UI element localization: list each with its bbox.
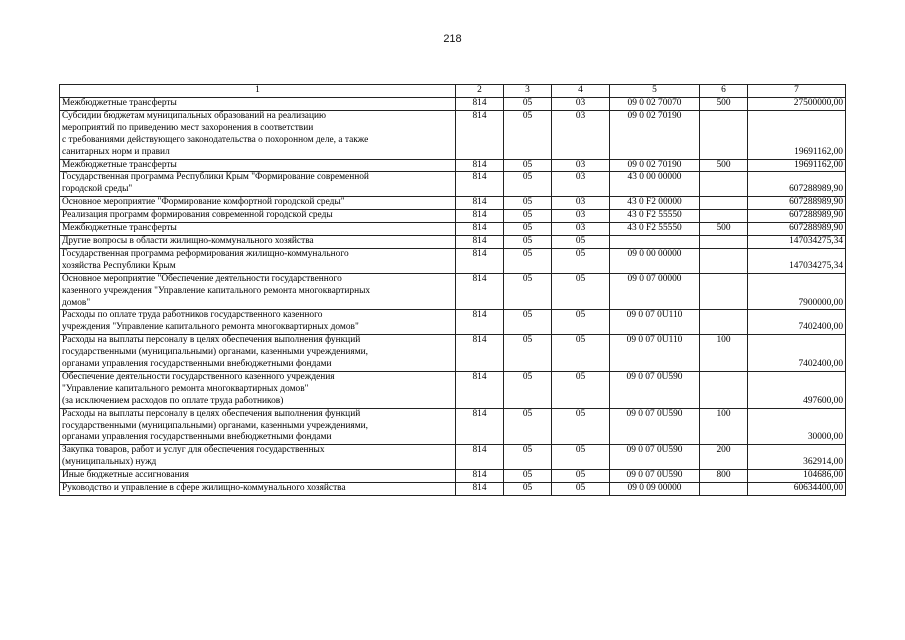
section-code-cell: 05 [504,235,552,248]
amount-cell: 7402400,00 [748,310,846,335]
expense-type-cell: 500 [700,223,748,236]
table-row [60,172,846,197]
subsection-code-cell: 05 [552,335,610,372]
grbs-code-cell: 814 [456,273,504,310]
expense-type-cell [700,483,748,496]
expense-name-cell: Руководство и управление в сфере жилищно-коммунального хозяйства [60,483,456,496]
section-code-cell: 05 [504,445,552,470]
section-code-cell: 05 [504,223,552,236]
target-item-cell: 09 0 07 0U590 [610,371,700,408]
expense-name-cell: Расходы на выплаты персоналу в целях обеспечения выполнения функций государственными (муниципальными) органами, казенными учреждениями, органами управления государственными внебюджетными фондами [60,335,456,372]
expense-type-cell [700,172,748,197]
target-item-cell: 09 0 07 00000 [610,273,700,310]
subsection-code-cell: 05 [552,371,610,408]
target-item-cell: 09 0 07 0U110 [610,310,700,335]
subsection-code-cell: 03 [552,98,610,111]
grbs-code-cell: 814 [456,210,504,223]
target-item-cell: 09 0 02 70190 [610,159,700,172]
expense-name-cell: Реализация программ формирования современной городской среды [60,210,456,223]
expense-name-cell: Межбюджетные трансферты [60,159,456,172]
section-code-cell: 05 [504,248,552,273]
grbs-code-cell: 814 [456,310,504,335]
amount-cell: 607288989,90 [748,197,846,210]
target-item-cell: 09 0 02 70070 [610,98,700,111]
expense-name-cell: Основное мероприятие "Формирование комфортной городской среды" [60,197,456,210]
amount-cell: 19691162,00 [748,159,846,172]
grbs-code-cell: 814 [456,335,504,372]
target-item-cell: 09 0 00 00000 [610,248,700,273]
grbs-code-cell: 814 [456,98,504,111]
table-row [60,235,846,248]
table-row [60,470,846,483]
grbs-code-cell: 814 [456,110,504,159]
section-code-cell: 05 [504,98,552,111]
table-row [60,273,846,310]
expense-name-cell: Государственная программа Республики Крым "Формирование современной городской среды" [60,172,456,197]
section-code-cell: 05 [504,110,552,159]
subsection-code-cell: 03 [552,197,610,210]
amount-cell: 7402400,00 [748,335,846,372]
grbs-code-cell: 814 [456,235,504,248]
grbs-code-cell: 814 [456,470,504,483]
grbs-code-cell: 814 [456,172,504,197]
expense-name-cell: Расходы по оплате труда работников государственного казенного учреждения "Управление капитального ремонта многоквартирных домов" [60,310,456,335]
header-cell: 5 [610,85,700,98]
amount-cell: 607288989,90 [748,210,846,223]
table-row [60,197,846,210]
table-row [60,248,846,273]
expense-type-cell [700,110,748,159]
expense-name-cell: Расходы на выплаты персоналу в целях обеспечения выполнения функций государственными (муниципальными) органами, казенными учреждениями, органами управления государственными внебюджетными фондами [60,408,456,445]
expense-type-cell [700,197,748,210]
expense-type-cell: 100 [700,408,748,445]
table-row [60,371,846,408]
header-cell: 3 [504,85,552,98]
target-item-cell: 09 0 07 0U590 [610,470,700,483]
amount-cell: 30000,00 [748,408,846,445]
amount-cell: 147034275,34 [748,248,846,273]
section-code-cell: 05 [504,159,552,172]
section-code-cell: 05 [504,483,552,496]
expense-name-cell: Государственная программа реформирования жилищно-коммунального хозяйства Республики Крым [60,248,456,273]
grbs-code-cell: 814 [456,483,504,496]
expense-name-cell: Основное мероприятие "Обеспечение деятельности государственного казенного учреждения "Управление капитального ремонта многоквартирных домов" [60,273,456,310]
section-code-cell: 05 [504,371,552,408]
amount-cell: 607288989,90 [748,223,846,236]
target-item-cell: 43 0 F2 55550 [610,210,700,223]
table-row [60,483,846,496]
target-item-cell: 09 0 07 0U110 [610,335,700,372]
amount-cell: 60634400,00 [748,483,846,496]
section-code-cell: 05 [504,172,552,197]
subsection-code-cell: 05 [552,273,610,310]
expense-name-cell: Другие вопросы в области жилищно-коммунального хозяйства [60,235,456,248]
amount-cell: 104686,00 [748,470,846,483]
expense-type-cell: 200 [700,445,748,470]
subsection-code-cell: 03 [552,159,610,172]
subsection-code-cell: 03 [552,223,610,236]
amount-cell: 497600,00 [748,371,846,408]
header-cell: 1 [60,85,456,98]
expense-type-cell [700,273,748,310]
budget-table [59,84,846,496]
grbs-code-cell: 814 [456,445,504,470]
expense-name-cell: Субсидии бюджетам муниципальных образований на реализацию мероприятий по приведению мест захоронения в соответствии с требованиями действующего законодательства о похоронном деле, а также санитарных норм и правил [60,110,456,159]
amount-cell: 19691162,00 [748,110,846,159]
expense-type-cell: 800 [700,470,748,483]
amount-cell: 147034275,34 [748,235,846,248]
expense-name-cell: Закупка товаров, работ и услуг для обеспечения государственных (муниципальных) нужд [60,445,456,470]
section-code-cell: 05 [504,335,552,372]
target-item-cell: 09 0 07 0U590 [610,408,700,445]
section-code-cell: 05 [504,310,552,335]
amount-cell: 362914,00 [748,445,846,470]
subsection-code-cell: 05 [552,310,610,335]
target-item-cell: 43 0 F2 00000 [610,197,700,210]
target-item-cell [610,235,700,248]
target-item-cell: 09 0 07 0U590 [610,445,700,470]
grbs-code-cell: 814 [456,371,504,408]
expense-type-cell [700,235,748,248]
expense-type-cell [700,210,748,223]
header-row [60,85,846,98]
expense-name-cell: Межбюджетные трансферты [60,98,456,111]
section-code-cell: 05 [504,273,552,310]
subsection-code-cell: 05 [552,445,610,470]
table-row [60,335,846,372]
subsection-code-cell: 03 [552,172,610,197]
subsection-code-cell: 05 [552,248,610,273]
grbs-code-cell: 814 [456,223,504,236]
expense-type-cell: 500 [700,98,748,111]
subsection-code-cell: 03 [552,110,610,159]
table-row [60,98,846,111]
amount-cell: 27500000,00 [748,98,846,111]
table-row [60,223,846,236]
expense-type-cell: 500 [700,159,748,172]
table-row [60,310,846,335]
table-row [60,210,846,223]
expense-type-cell [700,310,748,335]
section-code-cell: 05 [504,470,552,483]
grbs-code-cell: 814 [456,248,504,273]
expense-type-cell: 100 [700,335,748,372]
grbs-code-cell: 814 [456,197,504,210]
subsection-code-cell: 05 [552,408,610,445]
expense-name-cell: Обеспечение деятельности государственного казенного учреждения "Управление капитального ремонта многоквартирных домов" (за исключением расходов по оплате труда работников) [60,371,456,408]
expense-type-cell [700,248,748,273]
grbs-code-cell: 814 [456,159,504,172]
header-cell: 7 [748,85,846,98]
section-code-cell: 05 [504,197,552,210]
expense-name-cell: Иные бюджетные ассигнования [60,470,456,483]
subsection-code-cell: 05 [552,235,610,248]
header-cell: 2 [456,85,504,98]
table-row [60,445,846,470]
target-item-cell: 09 0 02 70190 [610,110,700,159]
table-row [60,110,846,159]
target-item-cell: 43 0 00 00000 [610,172,700,197]
expense-type-cell [700,371,748,408]
subsection-code-cell: 03 [552,210,610,223]
expense-name-cell: Межбюджетные трансферты [60,223,456,236]
table-body [60,98,846,496]
header-cell: 4 [552,85,610,98]
amount-cell: 7900000,00 [748,273,846,310]
amount-cell: 607288989,90 [748,172,846,197]
header-cell: 6 [700,85,748,98]
table-row [60,159,846,172]
section-code-cell: 05 [504,210,552,223]
table-row [60,408,846,445]
subsection-code-cell: 05 [552,483,610,496]
page-number: 218 [443,33,462,45]
section-code-cell: 05 [504,408,552,445]
grbs-code-cell: 814 [456,408,504,445]
target-item-cell: 43 0 F2 55550 [610,223,700,236]
subsection-code-cell: 05 [552,470,610,483]
target-item-cell: 09 0 09 00000 [610,483,700,496]
